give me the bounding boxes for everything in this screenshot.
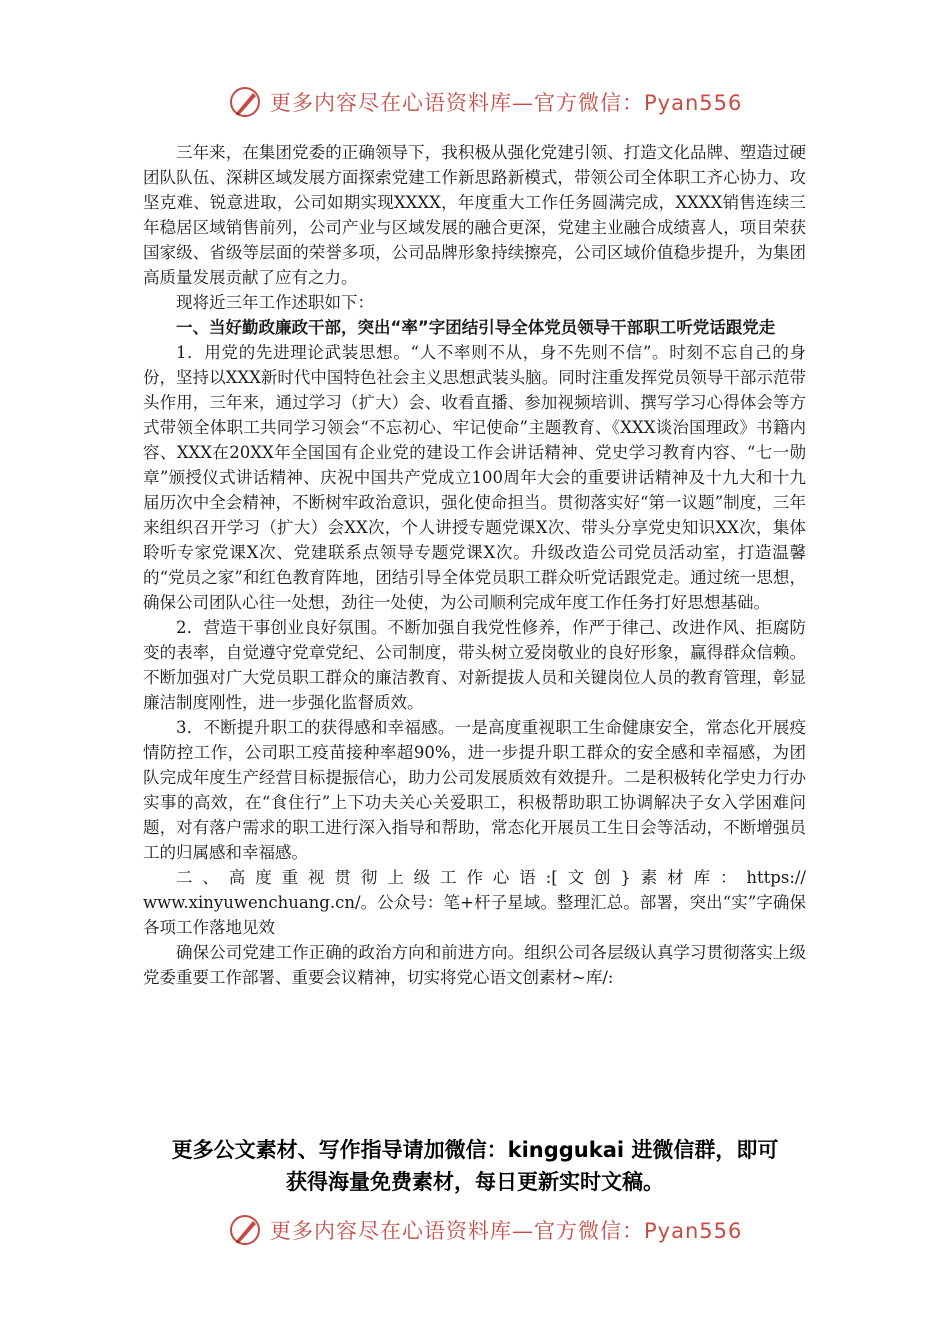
watermark-header	[228, 82, 742, 122]
promo-banner	[120, 1134, 830, 1198]
paragraph-lead: 现将近三年工作述职如下：	[176, 293, 374, 312]
pen-logo-icon	[228, 1213, 262, 1247]
watermark-text: 更多内容尽在心语资料库—官方微信：Pyan556	[270, 91, 743, 115]
section-heading-2: 二、高度重视贯彻上级工作心语:[文创}素材库：https://	[176, 868, 806, 887]
paragraph-item-2: 2．营造干事创业良好氛围。不断加强自我党性修养，作严于律己、改进作风、拒腐防变的表率，自觉遵守党章党纪、公司制度，带头树立爱岗敬业的良好形象，赢得群众信赖。不断加强对广大党员职工群众的廉洁教育、对新提拔人员和关键岗位人员的教育管理，彰显廉洁制度刚性，进一步强化监督质效。	[143, 618, 806, 712]
paragraph-item-1: 1．用党的先进理论武装思想。“人不率则不从，身不先则不信”。时刻不忘自己的身份，坚持以XXX新时代中国特色社会主义思想武装头脑。同时注重发挥党员领导干部示范带头作用，三年来，通过学习（扩大）会、收看直播、参加视频培训、撰写学习心得体会等方式带领全体职工共同学习领会“不忘初心、牢记使命”主题教育、《XXX谈治国理政》书籍内容、XXX在20XX年全国国有企业党的建设工作会讲话精神、党史学习教育内容、“七一勋章”颁授仪式讲话精神、庆祝中国共产党成立100周年大会的重要讲话精神及十九大和十九届历次中全会精神，不断树牢政治意识，强化使命担当。贯彻落实好“第一议题”制度，三年来组织召开学习（扩大）会XX次，个人讲授专题党课X次、带头分享党史知识XX次，集体聆听专家党课X次、党建联系点领导专题党课X次。升级改造公司党员活动室，打造温馨的“党员之家”和红色教育阵地，团结引导全体党员职工群众听党话跟党走。通过统一思想，确保公司团队心往一处想，劲往一处使，为公司顺利完成年度工作任务打好思想基础。	[143, 343, 806, 612]
section-heading-1: 一、当好勤政廉政干部，突出“率”字团结引导全体党员领导干部职工听党话跟党走	[176, 318, 776, 337]
promo-line-2: 获得海量免费素材，每日更新实时文稿。	[286, 1170, 664, 1194]
watermark-text: 更多内容尽在心语资料库—官方微信：Pyan556	[270, 1219, 743, 1243]
paragraph-intro: 三年来，在集团党委的正确领导下，我积极从强化党建引领、打造文化品牌、塑造过硬团队队伍、深耕区域发展方面探索党建工作新思路新模式，带领公司全体职工齐心协力、攻坚克难、锐意进取，公司如期实现XXXX，年度重大工作任务圆满完成，XXXX销售连续三年稳居区域销售前列，公司产业与区域发展的融合更深，党建主业融合成绩喜人，项目荣获国家级、省级等层面的荣誉多项，公司品牌形象持续擦亮，公司区域价值稳步提升，为集团高质量发展贡献了应有之力。	[143, 143, 806, 287]
paragraph-section-2: 确保公司党建工作正确的政治方向和前进方向。组织公司各层级认真学习贯彻落实上级党委重要工作部署、重要会议精神，切实将党心语文创素材~库/:	[143, 943, 806, 987]
section-heading-2-continued: www.xinyuwenchuang.cn/。公众号：笔+杆子星域。整理汇总。部署，突出“实”字确保各项工作落地见效	[143, 893, 806, 937]
promo-line-1: 更多公文素材、写作指导请加微信：kinggukai 进微信群，即可	[171, 1138, 779, 1162]
document-body	[143, 140, 806, 990]
paragraph-item-3: 3．不断提升职工的获得感和幸福感。一是高度重视职工生命健康安全，常态化开展疫情防控工作，公司职工疫苗接种率超90%，进一步提升职工群众的安全感和幸福感，为团队完成年度生产经营目标提振信心，助力公司发展质效有效提升。二是积极转化学史力行办实事的高效，在“食住行”上下功夫关心关爱职工，积极帮助职工协调解决子女入学困难问题，对有落户需求的职工进行深入指导和帮助，常态化开展员工生日会等活动，不断增强员工的归属感和幸福感。	[143, 718, 806, 862]
watermark-footer	[228, 1210, 742, 1250]
pen-logo-icon	[228, 85, 262, 119]
